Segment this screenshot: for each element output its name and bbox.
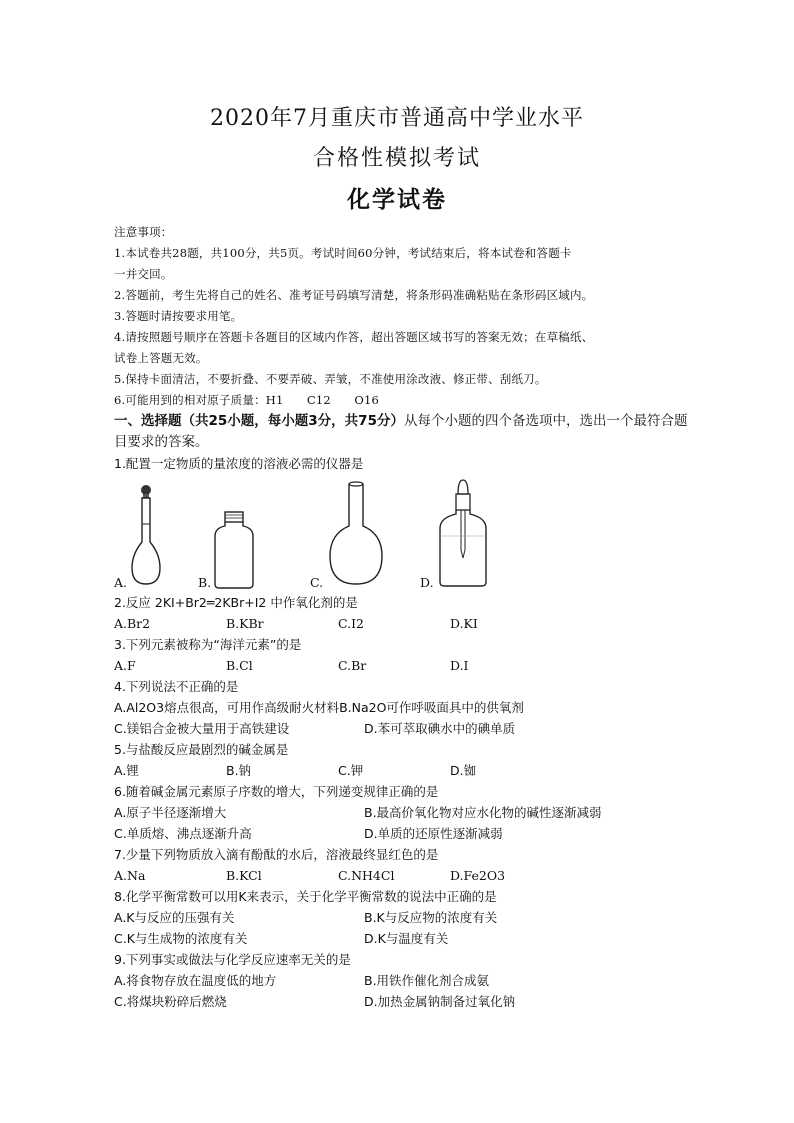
q3-options bbox=[114, 655, 688, 676]
option-d-label: D. bbox=[420, 575, 434, 590]
section-heading bbox=[114, 411, 688, 453]
option-a: A.F bbox=[114, 658, 136, 673]
option-d: D.KI bbox=[450, 616, 478, 631]
q8-stem: 8.化学平衡常数可以用K来表示，关于化学平衡常数的说法中正确的是 bbox=[114, 889, 497, 904]
q1-apparatus-figure bbox=[114, 474, 688, 592]
q4-options-row1 bbox=[114, 697, 688, 718]
option-c: C.NH4Cl bbox=[338, 868, 395, 883]
title-line-1: 2020年7月重庆市普通高中学业水平 bbox=[210, 106, 584, 131]
q7-options bbox=[114, 865, 688, 886]
notes-heading: 注意事项： bbox=[114, 225, 173, 239]
q6-options-row2 bbox=[114, 823, 688, 844]
option-d: D.加热金属钠制备过氧化钠 bbox=[364, 994, 516, 1009]
option-c: C.单质熔、沸点逐渐升高 bbox=[114, 826, 252, 841]
option-d: D.I bbox=[450, 658, 469, 673]
option-b: B.Cl bbox=[226, 658, 253, 673]
q6-options-row1 bbox=[114, 802, 688, 823]
notes-line: 5.保持卡面清洁，不要折叠、不要弄破、弄皱，不准使用涂改液、修正带、刮纸刀。 bbox=[114, 372, 547, 386]
q5-stem: 5.与盐酸反应最剧烈的碱金属是 bbox=[114, 742, 289, 757]
q8-options-row1 bbox=[114, 907, 688, 928]
q4-stem: 4.下列说法不正确的是 bbox=[114, 679, 239, 694]
option-a: A.Na bbox=[114, 868, 146, 883]
title-line-2: 合格性模拟考试 bbox=[312, 146, 481, 171]
option-b: B.KBr bbox=[226, 616, 264, 631]
notes-line: 试卷上答题无效。 bbox=[114, 351, 208, 365]
option-b: B.KCl bbox=[226, 868, 262, 883]
notes-block bbox=[114, 222, 688, 411]
q7-stem: 7.少量下列物质放入滴有酚酞的水后，溶液最终显红色的是 bbox=[114, 847, 439, 862]
exam-body bbox=[114, 222, 688, 1012]
q2-options bbox=[114, 613, 688, 634]
option-a: A.将食物存放在温度低的地方 bbox=[114, 973, 277, 988]
q1-stem: 1.配置一定物质的量浓度的溶液必需的仪器是 bbox=[114, 456, 364, 471]
option-a: A.锂 bbox=[114, 763, 139, 778]
option-c: C.I2 bbox=[338, 616, 364, 631]
notes-line: 6.可能用到的相对原子质量：H1 C12 O16 bbox=[114, 393, 380, 407]
option-d: D.铷 bbox=[450, 763, 477, 778]
option-d: D.Fe2O3 bbox=[450, 868, 506, 883]
q9-stem: 9.下列事实或做法与化学反应速率无关的是 bbox=[114, 952, 351, 967]
option-b-label: B. bbox=[198, 575, 212, 590]
notes-line: 4.请按照题号顺序在答题卡各题目的区域内作答，超出答题区域书写的答案无效；在草稿纸、 bbox=[114, 330, 594, 344]
option-c: C.Br bbox=[338, 658, 367, 673]
reagent-bottle-icon bbox=[212, 510, 256, 590]
q2-stem: 2.反应 2KI+Br2═2KBr+I2 中作氧化剂的是 bbox=[114, 595, 358, 610]
q8-options-row2 bbox=[114, 928, 688, 949]
option-d: D.单质的还原性逐渐减弱 bbox=[364, 826, 503, 841]
option-b: B.最高价氧化物对应水化物的碱性逐渐减弱 bbox=[364, 805, 602, 820]
option-a: A.Br2 bbox=[114, 616, 151, 631]
round-bottom-flask-icon bbox=[326, 480, 386, 590]
option-c-label: C. bbox=[310, 575, 324, 590]
option-b: B.钠 bbox=[226, 763, 252, 778]
title-line-3: 化学试卷 bbox=[347, 186, 447, 213]
q6-stem: 6.随着碱金属元素原子序数的增大，下列递变规律正确的是 bbox=[114, 784, 439, 799]
option-b: B.K与反应物的浓度有关 bbox=[364, 910, 498, 925]
option-a: A.原子半径逐渐增大 bbox=[114, 805, 227, 820]
option-c: C.将煤块粉碎后燃烧 bbox=[114, 994, 227, 1009]
option-c: C.K与生成物的浓度有关 bbox=[114, 931, 248, 946]
option-d: D.K与温度有关 bbox=[364, 931, 449, 946]
option-b: B.Na2O可作呼吸面具中的供氧剂 bbox=[339, 700, 524, 715]
q3-stem: 3.下列元素被称为“海洋元素”的是 bbox=[114, 637, 302, 652]
option-b: B.用铁作催化剂合成氨 bbox=[364, 973, 490, 988]
volumetric-flask-icon bbox=[126, 484, 166, 590]
option-c: C.镁铝合金被大量用于高铁建设 bbox=[114, 721, 290, 736]
option-d: D.苯可萃取碘水中的碘单质 bbox=[364, 721, 516, 736]
notes-line: 一并交回。 bbox=[114, 267, 173, 281]
notes-line: 2.答题前，考生先将自己的姓名、准考证号码填写清楚，将条形码准确粘贴在条形码区域内。 bbox=[114, 288, 594, 302]
section-heading-bold: 一、选择题（共25小题，每小题3分，共75分） bbox=[114, 413, 404, 429]
notes-line: 3.答题时请按要求用笔。 bbox=[114, 309, 243, 323]
option-a-label: A. bbox=[114, 575, 128, 590]
notes-line: 1.本试卷共28题，共100分，共5页。考试时间60分钟，考试结束后，将本试卷和答题卡 bbox=[114, 246, 572, 260]
q9-options-row1 bbox=[114, 970, 688, 991]
dropper-bottle-icon bbox=[436, 476, 490, 590]
option-a: A.K与反应的压强有关 bbox=[114, 910, 235, 925]
q9-options-row2 bbox=[114, 991, 688, 1012]
q4-options-row2 bbox=[114, 718, 688, 739]
section-heading-text: 从每个小题的四个备选项中，选出一个最符合题目要求的答案。 bbox=[114, 413, 688, 450]
q5-options bbox=[114, 760, 688, 781]
option-c: C.钾 bbox=[338, 763, 364, 778]
option-a: A.Al2O3熔点很高，可用作高级耐火材料 bbox=[114, 700, 340, 715]
